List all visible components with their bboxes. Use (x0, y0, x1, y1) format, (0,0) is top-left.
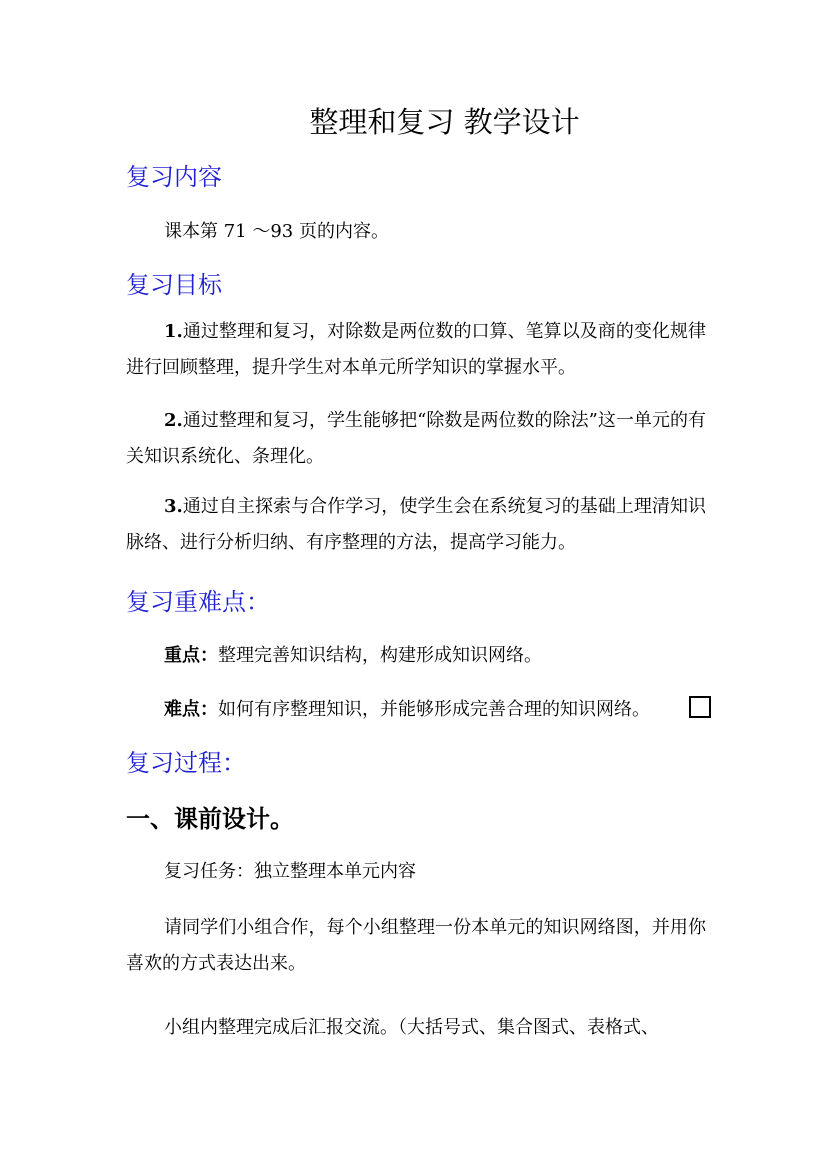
key-point-text: 整理完善知识结构，构建形成知识网络。 (218, 645, 542, 666)
heading-review-content: 复习内容 (126, 163, 222, 191)
goal-2-number: 2. (164, 410, 183, 431)
review-content-text: 课本第 71 ～93 页的内容。 (164, 221, 389, 242)
goal-1 (126, 314, 706, 386)
goal-1-text: 通过整理和复习，对除数是两位数的口算、笔算以及商的变化规律进行回顾整理，提升学生对本单元所学知识的掌握水平。 (126, 321, 706, 378)
paragraph-report: 小组内整理完成后汇报交流。（大括号式、集合图式、表格式、 (164, 1017, 659, 1038)
paragraph-group-work: 请同学们小组合作，每个小组整理一份本单元的知识网络图，并用你喜欢的方式表达出来。 (126, 917, 706, 974)
heading-review-process: 复习过程： (126, 749, 246, 777)
heading-key-points: 复习重难点： (126, 588, 270, 616)
goal-3-text: 通过自主探索与合作学习，使学生会在系统复习的基础上理清知识脉络、进行分析归纳、有序整理的方法，提高学习能力。 (126, 496, 706, 553)
difficult-point-text: 如何有序整理知识，并能够形成完善合理的知识网络。 (218, 699, 650, 720)
key-point-label: 重点： (164, 645, 218, 666)
document-title: 整理和复习 教学设计 (309, 105, 580, 139)
goal-2-text: 通过整理和复习，学生能够把“除数是两位数的除法”这一单元的有关知识系统化、条理化。 (126, 410, 706, 467)
goal-2 (126, 403, 706, 475)
goal-1-number: 1. (164, 321, 183, 342)
heading-review-goals: 复习目标 (126, 271, 222, 299)
checkbox[interactable] (689, 696, 711, 718)
difficult-point (164, 692, 650, 728)
goal-3 (126, 489, 706, 561)
key-point (164, 638, 542, 674)
difficult-point-label: 难点： (164, 699, 218, 720)
goal-3-number: 3. (164, 496, 183, 517)
part-1-title: 一、课前设计。 (126, 805, 294, 833)
review-task: 复习任务：独立整理本单元内容 (164, 861, 416, 882)
